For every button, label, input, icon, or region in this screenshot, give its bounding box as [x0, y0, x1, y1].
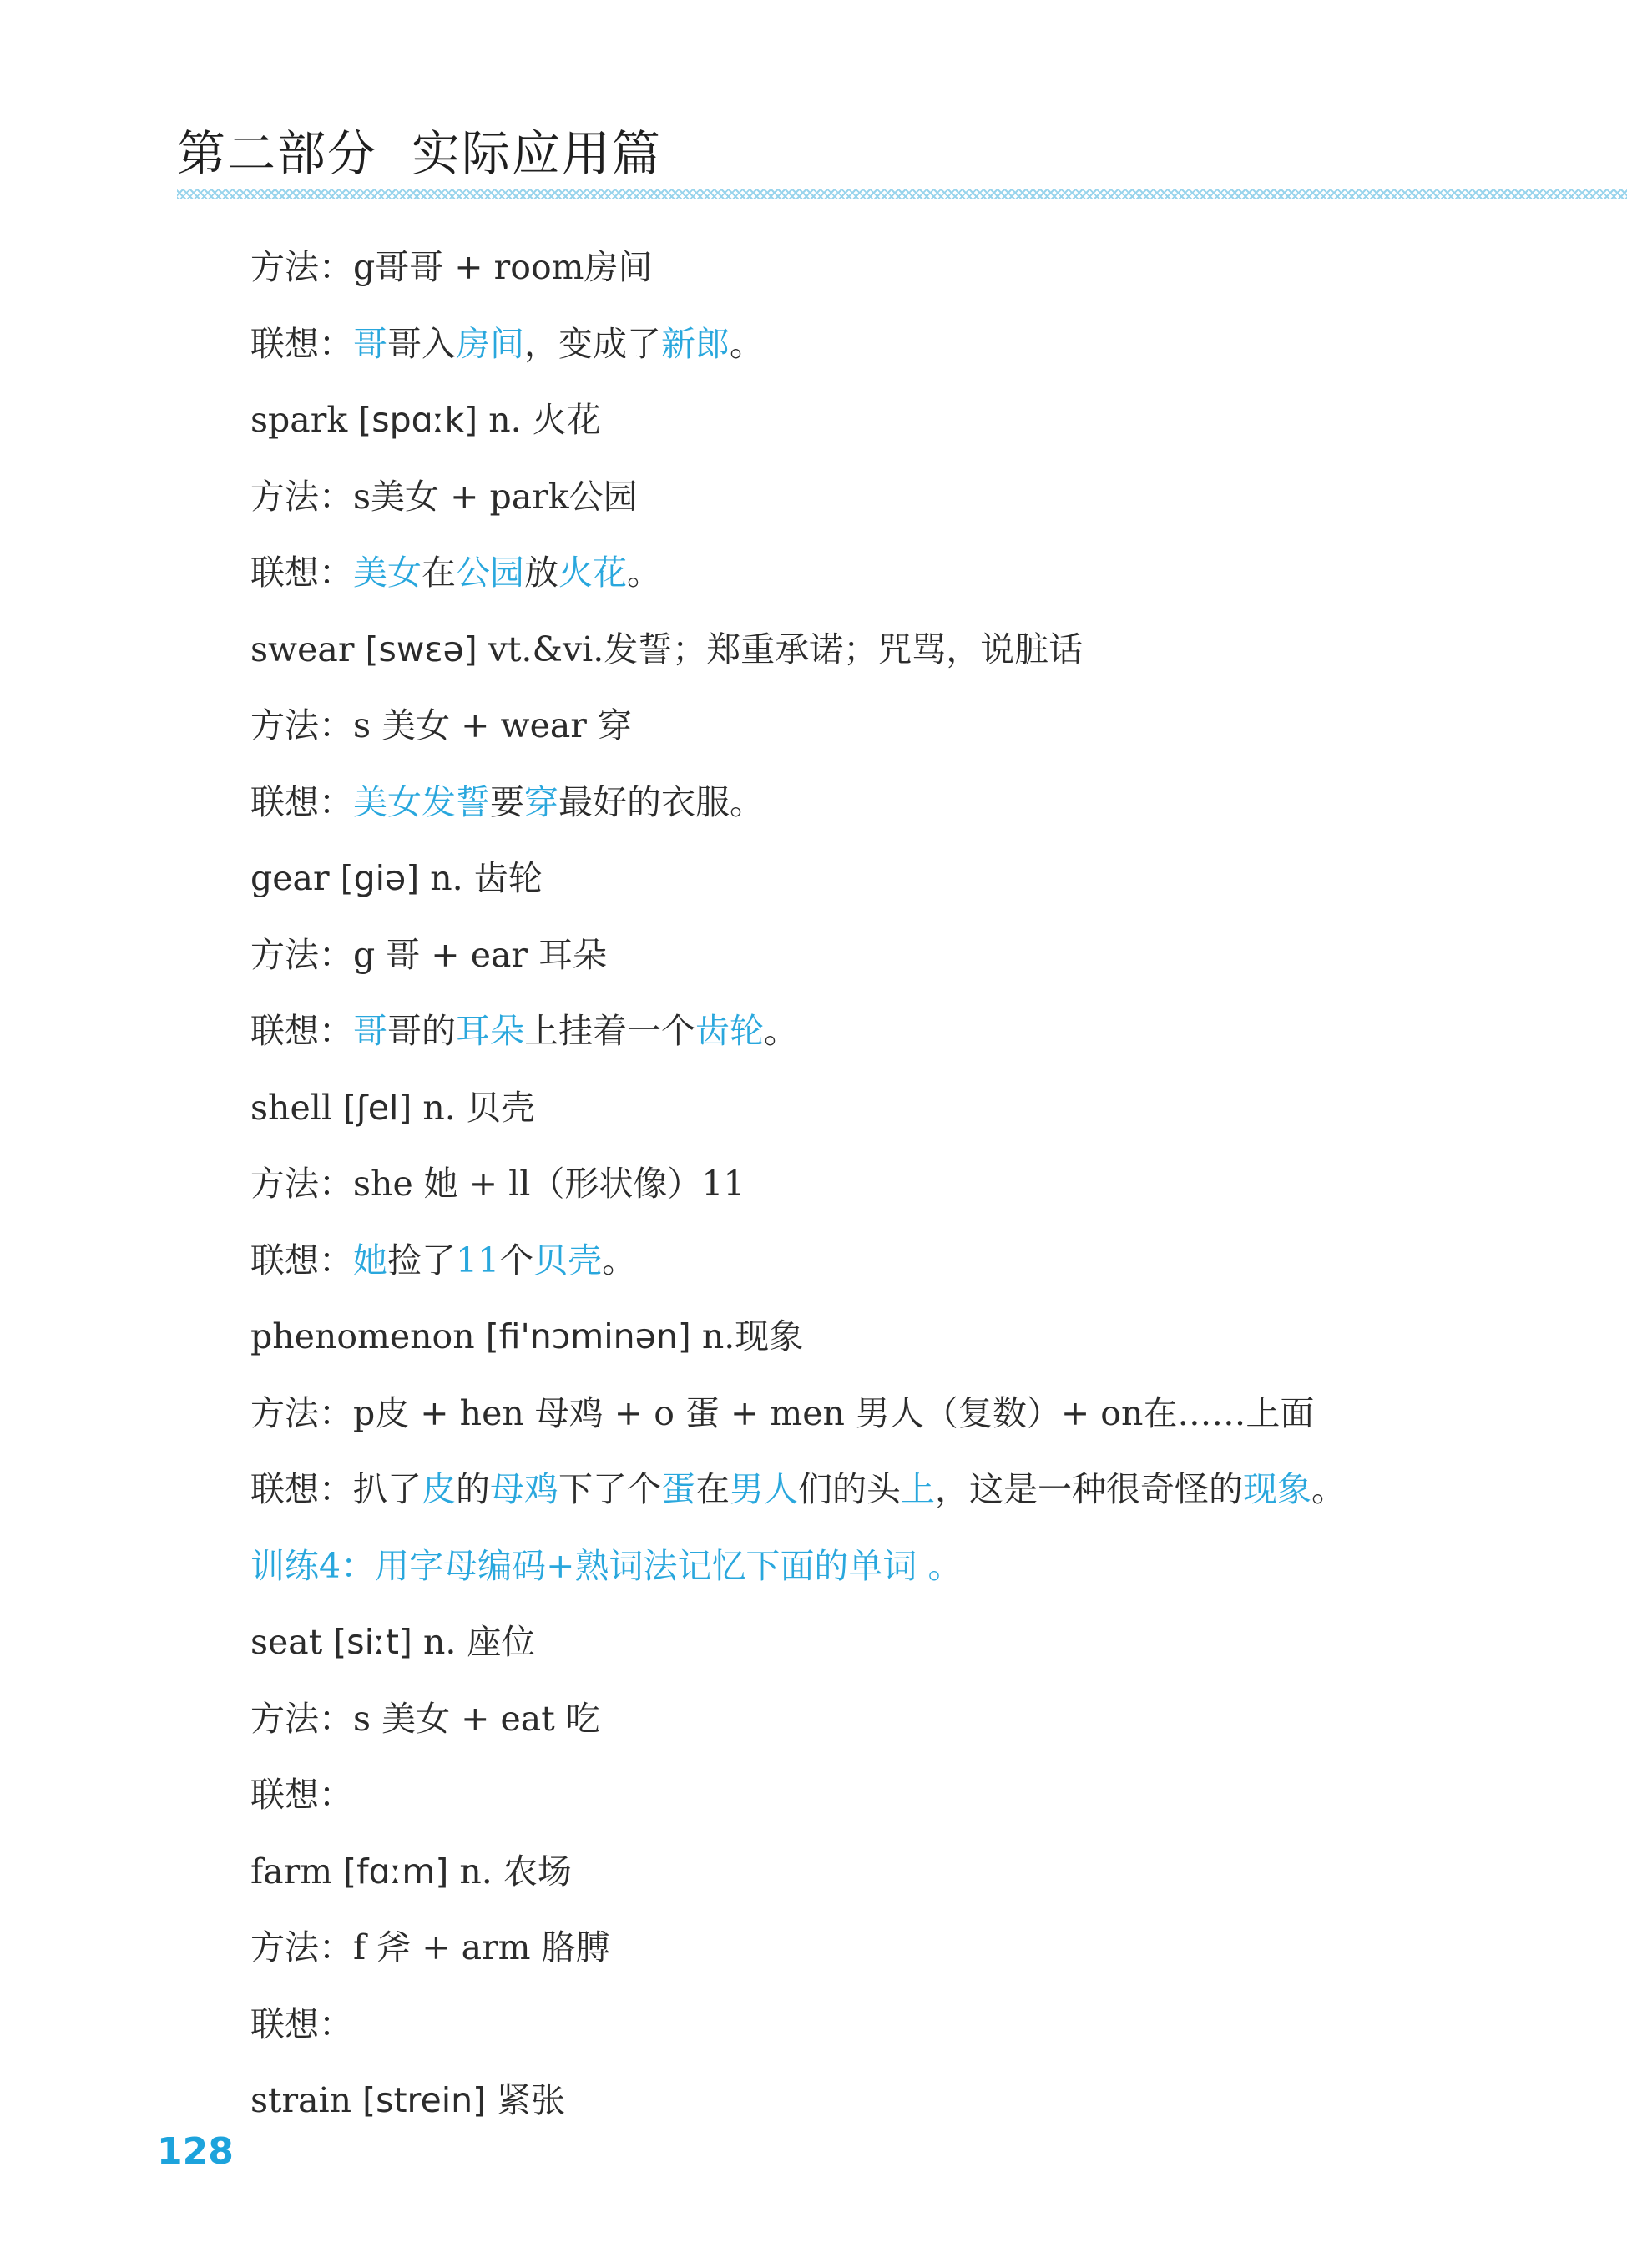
phonetic-text: [swɛə]	[365, 629, 477, 669]
highlighted-text: 蛋	[661, 1469, 695, 1509]
word-line	[250, 1073, 1503, 1149]
highlighted-text: 火花	[558, 553, 627, 593]
line-text: 的	[456, 1469, 490, 1509]
page-title: 第二部分 实际应用篇	[177, 125, 662, 182]
highlighted-text: 她	[353, 1240, 387, 1280]
highlighted-text: 新郎	[661, 323, 730, 364]
word-line	[250, 2065, 1503, 2142]
line-text: 最好的衣服。	[558, 781, 764, 822]
page-number: 128	[157, 2130, 234, 2173]
word-line	[250, 385, 1503, 462]
word-line	[250, 614, 1503, 691]
line-text: 联想：	[250, 781, 353, 822]
line-text: 放	[524, 553, 558, 593]
line-text: 下了个	[558, 1469, 661, 1509]
highlighted-text: 齿轮	[695, 1011, 764, 1051]
association-line	[250, 996, 1503, 1073]
phonetic-text: [fɑːm]	[343, 1851, 449, 1892]
method-line	[250, 1149, 1503, 1225]
line-text: 在	[422, 553, 456, 593]
highlighted-text: 哥	[353, 1011, 387, 1051]
phonetic-text: [giə]	[340, 858, 420, 898]
line-text: 方法：f 斧 + arm 胳膊	[250, 1927, 610, 1967]
highlighted-text: 美女	[353, 553, 422, 593]
association-line	[250, 309, 1503, 386]
line-text: 联想：扒了	[250, 1469, 422, 1509]
line-text: 方法：s 美女 + eat 吃	[250, 1698, 600, 1739]
word-line	[250, 1607, 1503, 1684]
association-line	[250, 538, 1503, 614]
line-text: n. 座位	[412, 1622, 536, 1662]
line-text: ，变成了	[524, 323, 661, 364]
highlighted-text: 耳朵	[456, 1011, 524, 1051]
line-text: 要	[490, 781, 524, 822]
line-text: ，这是一种很奇怪的	[935, 1469, 1243, 1509]
line-text: n. 齿轮	[419, 858, 543, 898]
line-text: shell	[250, 1087, 343, 1128]
association-line	[250, 1454, 1503, 1531]
line-text: 。	[602, 1240, 637, 1280]
line-text: seat	[250, 1622, 334, 1662]
line-text: 方法：she 她 + ll（形状像）11	[250, 1164, 745, 1204]
line-text: 哥的	[387, 1011, 456, 1051]
line-text: 们的头	[798, 1469, 901, 1509]
line-text: 上挂着一个	[524, 1011, 695, 1051]
highlighted-text: 哥	[353, 323, 387, 364]
line-text: n. 农场	[448, 1851, 572, 1892]
highlighted-text: 现象	[1243, 1469, 1311, 1509]
association-line	[250, 1760, 1503, 1836]
method-line	[250, 920, 1503, 997]
association-line	[250, 1225, 1503, 1302]
phonetic-text: [ʃel]	[342, 1087, 412, 1128]
vocabulary-content	[250, 232, 1503, 2142]
line-text: strain	[250, 2080, 363, 2120]
line-text: 。	[764, 1011, 798, 1051]
line-text: n. 贝壳	[412, 1087, 535, 1128]
line-text: 联想：	[250, 2003, 353, 2044]
line-text: 哥入	[387, 323, 456, 364]
line-text: 方法：s 美女 + wear 穿	[250, 705, 632, 745]
line-text: 方法：g哥哥 + room房间	[250, 247, 653, 287]
highlighted-text: 母鸡	[490, 1469, 558, 1509]
line-text: swear	[250, 629, 366, 669]
line-text: gear	[250, 858, 341, 898]
word-line	[250, 1301, 1503, 1378]
word-line	[250, 1836, 1503, 1913]
line-text: vt.&vi.发誓；郑重承诺；咒骂，说脏话	[477, 629, 1084, 669]
line-text: 方法：p皮 + hen 母鸡 + o 蛋 + men 男人（复数）+ on在……上面	[250, 1392, 1315, 1433]
method-line	[250, 1378, 1503, 1455]
section-heading-line	[250, 1531, 1503, 1608]
line-text: 。	[730, 323, 764, 364]
line-text: farm	[250, 1851, 344, 1892]
highlighted-text: 贝壳	[533, 1240, 603, 1280]
line-text: phenomenon	[250, 1316, 486, 1356]
highlighted-text: 公园	[456, 553, 524, 593]
highlighted-text: 皮	[422, 1469, 456, 1509]
line-text: 捡了	[387, 1240, 456, 1280]
line-text: n.现象	[690, 1316, 804, 1356]
method-line	[250, 1912, 1503, 1989]
method-line	[250, 462, 1503, 538]
line-text: 联想：	[250, 1775, 353, 1815]
page-header	[177, 117, 1627, 200]
phonetic-text: [siːt]	[333, 1622, 412, 1662]
highlighted-text: 男人	[730, 1469, 798, 1509]
line-text: 联想：	[250, 1011, 353, 1051]
line-text: 联想：	[250, 1240, 353, 1280]
highlighted-text: 穿	[524, 781, 558, 822]
header-divider	[177, 189, 1627, 199]
line-text: n. 火花	[477, 400, 601, 440]
highlighted-text: 上	[901, 1469, 935, 1509]
line-text: spark	[250, 400, 359, 440]
word-line	[250, 843, 1503, 920]
highlighted-text: 训练4：用字母编码+熟词法记忆下面的单词 。	[250, 1545, 963, 1586]
line-text: 紧张	[486, 2080, 566, 2120]
phonetic-text: [spɑːk]	[358, 400, 478, 440]
line-text: 方法：g 哥 + ear 耳朵	[250, 934, 608, 975]
method-line	[250, 1684, 1503, 1760]
line-text: 联想：	[250, 323, 353, 364]
line-text: 联想：	[250, 553, 353, 593]
method-line	[250, 690, 1503, 767]
line-text: 。	[1311, 1469, 1346, 1509]
highlighted-text: 11	[456, 1240, 500, 1280]
association-line	[250, 1989, 1503, 2066]
highlighted-text: 美女发誓	[353, 781, 490, 822]
phonetic-text: [strein]	[362, 2080, 487, 2120]
line-text: 。	[627, 553, 661, 593]
association-line	[250, 767, 1503, 844]
line-text: 在	[695, 1469, 730, 1509]
phonetic-text: [fi'nɔminən]	[485, 1316, 691, 1356]
line-text: 方法：s美女 + park公园	[250, 476, 638, 517]
highlighted-text: 房间	[456, 323, 524, 364]
line-text: 个	[499, 1240, 534, 1280]
method-line	[250, 232, 1503, 309]
